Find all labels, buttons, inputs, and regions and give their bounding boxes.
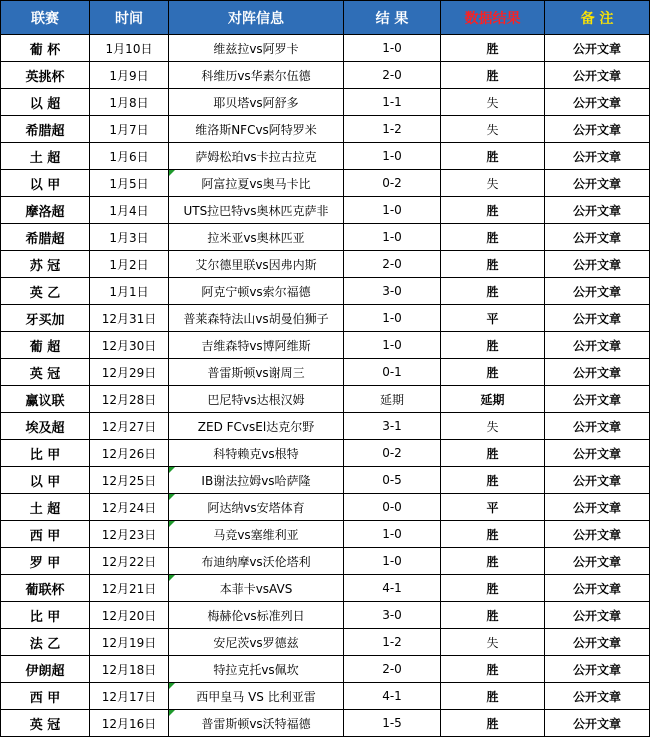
table-body <box>1 35 650 737</box>
table-row <box>1 413 650 440</box>
score-cell: 1-0 <box>344 332 441 359</box>
result-cell: 平 <box>441 305 545 332</box>
league-cell: 英挑杯 <box>1 62 90 89</box>
score-cell: 1-1 <box>344 89 441 116</box>
score-cell: 0-2 <box>344 440 441 467</box>
league-cell: 土 超 <box>1 494 90 521</box>
league-cell: 葡 杯 <box>1 35 90 62</box>
note-cell: 公开文章 <box>545 62 650 89</box>
match-cell: 特拉克托vs佩坎 <box>169 656 344 683</box>
match-cell: 西甲皇马 VS 比利亚雷 <box>169 683 344 710</box>
table-row <box>1 305 650 332</box>
league-cell: 赢议联 <box>1 386 90 413</box>
match-cell: 阿克宁顿vs索尔福德 <box>169 278 344 305</box>
result-cell: 延期 <box>441 386 545 413</box>
header-data-result: 数据结果 <box>441 1 545 35</box>
match-cell: 阿达纳vs安塔体育 <box>169 494 344 521</box>
date-cell: 1月10日 <box>90 35 169 62</box>
table-row <box>1 386 650 413</box>
result-cell: 胜 <box>441 62 545 89</box>
result-cell: 胜 <box>441 467 545 494</box>
score-cell: 1-0 <box>344 305 441 332</box>
date-cell: 12月18日 <box>90 656 169 683</box>
table-row <box>1 35 650 62</box>
match-cell: 维洛斯NFCvs阿特罗米 <box>169 116 344 143</box>
date-cell: 12月20日 <box>90 602 169 629</box>
date-cell: 12月19日 <box>90 629 169 656</box>
score-cell: 1-0 <box>344 143 441 170</box>
note-cell: 公开文章 <box>545 629 650 656</box>
table-row <box>1 278 650 305</box>
match-cell: 本菲卡vsAVS <box>169 575 344 602</box>
result-cell: 胜 <box>441 35 545 62</box>
date-cell: 12月29日 <box>90 359 169 386</box>
score-cell: 1-0 <box>344 521 441 548</box>
header-note: 备 注 <box>545 1 650 35</box>
date-cell: 12月16日 <box>90 710 169 737</box>
league-cell: 伊朗超 <box>1 656 90 683</box>
match-cell: 普雷斯顿vs谢周三 <box>169 359 344 386</box>
score-cell: 1-2 <box>344 116 441 143</box>
result-cell: 胜 <box>441 683 545 710</box>
note-cell: 公开文章 <box>545 170 650 197</box>
note-cell: 公开文章 <box>545 332 650 359</box>
date-cell: 1月6日 <box>90 143 169 170</box>
result-cell: 失 <box>441 629 545 656</box>
result-cell: 胜 <box>441 224 545 251</box>
match-cell: UTS拉巴特vs奥林匹克萨非 <box>169 197 344 224</box>
table-row <box>1 602 650 629</box>
league-cell: 以 甲 <box>1 467 90 494</box>
result-cell: 胜 <box>441 548 545 575</box>
match-cell: 普雷斯顿vs沃特福德 <box>169 710 344 737</box>
match-cell: 维兹拉vs阿罗卡 <box>169 35 344 62</box>
league-cell: 罗 甲 <box>1 548 90 575</box>
score-cell: 0-0 <box>344 494 441 521</box>
match-cell: 科维历vs华素尔伍德 <box>169 62 344 89</box>
league-cell: 法 乙 <box>1 629 90 656</box>
note-cell: 公开文章 <box>545 386 650 413</box>
date-cell: 1月8日 <box>90 89 169 116</box>
league-cell: 以 甲 <box>1 170 90 197</box>
league-cell: 希腊超 <box>1 116 90 143</box>
date-cell: 12月17日 <box>90 683 169 710</box>
note-cell: 公开文章 <box>545 305 650 332</box>
note-cell: 公开文章 <box>545 710 650 737</box>
result-cell: 胜 <box>441 359 545 386</box>
note-cell: 公开文章 <box>545 224 650 251</box>
match-cell: 梅赫伦vs标准列日 <box>169 602 344 629</box>
table-row <box>1 170 650 197</box>
table-row <box>1 197 650 224</box>
note-cell: 公开文章 <box>545 575 650 602</box>
date-cell: 12月24日 <box>90 494 169 521</box>
table-row <box>1 467 650 494</box>
header-match: 对阵信息 <box>169 1 344 35</box>
note-cell: 公开文章 <box>545 251 650 278</box>
result-cell: 失 <box>441 170 545 197</box>
score-cell: 1-0 <box>344 548 441 575</box>
score-cell: 0-5 <box>344 467 441 494</box>
result-cell: 失 <box>441 89 545 116</box>
header-time: 时间 <box>90 1 169 35</box>
note-cell: 公开文章 <box>545 467 650 494</box>
match-cell: ZED FCvsEl达克尔野 <box>169 413 344 440</box>
league-cell: 比 甲 <box>1 602 90 629</box>
score-cell: 3-0 <box>344 602 441 629</box>
result-cell: 胜 <box>441 143 545 170</box>
table-row <box>1 332 650 359</box>
match-cell: 巴尼特vs达根汉姆 <box>169 386 344 413</box>
result-cell: 胜 <box>441 440 545 467</box>
result-cell: 胜 <box>441 656 545 683</box>
match-cell: 萨姆松珀vs卡拉古拉克 <box>169 143 344 170</box>
result-cell: 胜 <box>441 251 545 278</box>
date-cell: 12月28日 <box>90 386 169 413</box>
date-cell: 1月4日 <box>90 197 169 224</box>
league-cell: 埃及超 <box>1 413 90 440</box>
league-cell: 以 超 <box>1 89 90 116</box>
note-cell: 公开文章 <box>545 440 650 467</box>
table-row <box>1 143 650 170</box>
league-cell: 葡联杯 <box>1 575 90 602</box>
date-cell: 12月21日 <box>90 575 169 602</box>
note-cell: 公开文章 <box>545 521 650 548</box>
league-cell: 西 甲 <box>1 521 90 548</box>
note-cell: 公开文章 <box>545 602 650 629</box>
table-row <box>1 359 650 386</box>
note-cell: 公开文章 <box>545 413 650 440</box>
score-cell: 2-0 <box>344 62 441 89</box>
result-cell: 胜 <box>441 575 545 602</box>
league-cell: 比 甲 <box>1 440 90 467</box>
score-cell: 2-0 <box>344 656 441 683</box>
score-cell: 1-0 <box>344 197 441 224</box>
match-cell: 拉米亚vs奥林匹亚 <box>169 224 344 251</box>
match-cell: 马竞vs塞维利亚 <box>169 521 344 548</box>
match-cell: 阿富拉夏vs奥马卡比 <box>169 170 344 197</box>
league-cell: 英 冠 <box>1 710 90 737</box>
table-row <box>1 62 650 89</box>
league-cell: 英 冠 <box>1 359 90 386</box>
match-cell: 科特赖克vs根特 <box>169 440 344 467</box>
note-cell: 公开文章 <box>545 143 650 170</box>
score-cell: 4-1 <box>344 575 441 602</box>
match-cell: IB谢法拉姆vs哈萨隆 <box>169 467 344 494</box>
date-cell: 1月2日 <box>90 251 169 278</box>
date-cell: 12月23日 <box>90 521 169 548</box>
league-cell: 英 乙 <box>1 278 90 305</box>
league-cell: 土 超 <box>1 143 90 170</box>
match-cell: 艾尔德里联vs因弗内斯 <box>169 251 344 278</box>
note-cell: 公开文章 <box>545 656 650 683</box>
table-row <box>1 575 650 602</box>
table-row <box>1 521 650 548</box>
table-row <box>1 224 650 251</box>
header-league: 联赛 <box>1 1 90 35</box>
score-cell: 3-0 <box>344 278 441 305</box>
date-cell: 12月30日 <box>90 332 169 359</box>
result-cell: 失 <box>441 116 545 143</box>
result-cell: 胜 <box>441 197 545 224</box>
table-row <box>1 440 650 467</box>
note-cell: 公开文章 <box>545 89 650 116</box>
table-row <box>1 548 650 575</box>
match-cell: 布迪纳摩vs沃伦塔利 <box>169 548 344 575</box>
header-row <box>1 1 650 35</box>
note-cell: 公开文章 <box>545 35 650 62</box>
result-cell: 胜 <box>441 602 545 629</box>
date-cell: 1月5日 <box>90 170 169 197</box>
result-cell: 胜 <box>441 710 545 737</box>
note-cell: 公开文章 <box>545 683 650 710</box>
table-row <box>1 683 650 710</box>
score-cell: 1-5 <box>344 710 441 737</box>
score-cell: 0-1 <box>344 359 441 386</box>
league-cell: 牙买加 <box>1 305 90 332</box>
score-cell: 延期 <box>344 386 441 413</box>
note-cell: 公开文章 <box>545 116 650 143</box>
date-cell: 12月27日 <box>90 413 169 440</box>
score-cell: 1-0 <box>344 224 441 251</box>
match-cell: 吉维森特vs博阿维斯 <box>169 332 344 359</box>
league-cell: 苏 冠 <box>1 251 90 278</box>
table-row <box>1 116 650 143</box>
date-cell: 12月22日 <box>90 548 169 575</box>
score-cell: 0-2 <box>344 170 441 197</box>
score-cell: 4-1 <box>344 683 441 710</box>
table-row <box>1 710 650 737</box>
match-cell: 耶贝塔vs阿舒多 <box>169 89 344 116</box>
table-row <box>1 629 650 656</box>
result-cell: 失 <box>441 413 545 440</box>
league-cell: 希腊超 <box>1 224 90 251</box>
result-cell: 胜 <box>441 278 545 305</box>
league-cell: 西 甲 <box>1 683 90 710</box>
table-row <box>1 251 650 278</box>
result-cell: 平 <box>441 494 545 521</box>
table-row <box>1 494 650 521</box>
date-cell: 1月1日 <box>90 278 169 305</box>
date-cell: 12月26日 <box>90 440 169 467</box>
table-row <box>1 656 650 683</box>
match-cell: 安尼茨vs罗德兹 <box>169 629 344 656</box>
header-score: 结 果 <box>344 1 441 35</box>
date-cell: 12月25日 <box>90 467 169 494</box>
score-cell: 2-0 <box>344 251 441 278</box>
date-cell: 1月3日 <box>90 224 169 251</box>
note-cell: 公开文章 <box>545 197 650 224</box>
note-cell: 公开文章 <box>545 494 650 521</box>
date-cell: 1月9日 <box>90 62 169 89</box>
table-row <box>1 89 650 116</box>
league-cell: 葡 超 <box>1 332 90 359</box>
result-cell: 胜 <box>441 332 545 359</box>
note-cell: 公开文章 <box>545 278 650 305</box>
note-cell: 公开文章 <box>545 359 650 386</box>
score-cell: 3-1 <box>344 413 441 440</box>
score-cell: 1-0 <box>344 35 441 62</box>
score-cell: 1-2 <box>344 629 441 656</box>
result-cell: 胜 <box>441 521 545 548</box>
match-cell: 普莱森特法山vs胡曼伯狮子 <box>169 305 344 332</box>
note-cell: 公开文章 <box>545 548 650 575</box>
date-cell: 12月31日 <box>90 305 169 332</box>
league-cell: 摩洛超 <box>1 197 90 224</box>
date-cell: 1月7日 <box>90 116 169 143</box>
